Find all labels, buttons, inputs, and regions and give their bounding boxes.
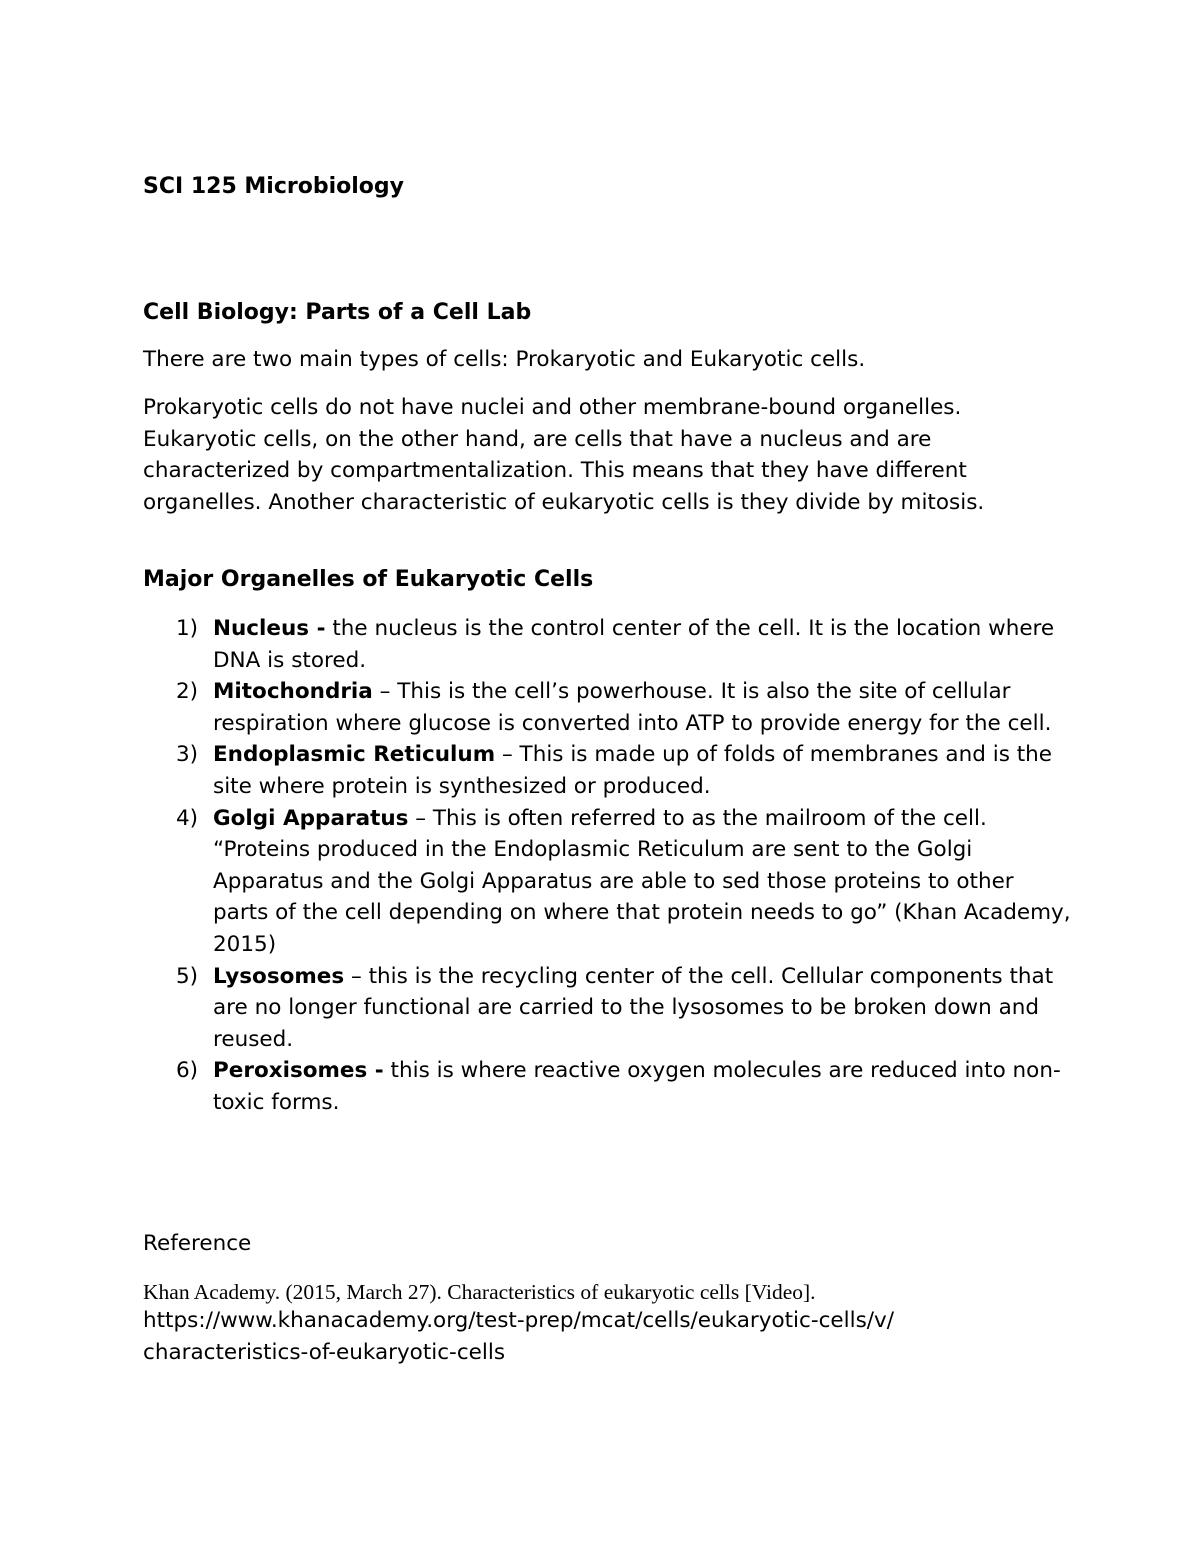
organelle-name: Peroxisomes - bbox=[213, 1058, 384, 1084]
organelle-description: the nucleus is the control center of the cell. It is the location where DNA is stored. bbox=[213, 616, 1055, 673]
list-item-peroxisomes bbox=[143, 1055, 1073, 1118]
list-number: 1) bbox=[176, 616, 199, 641]
list-number: 4) bbox=[176, 805, 199, 831]
reference-heading: Reference bbox=[143, 1231, 252, 1256]
organelle-description: this is where reactive oxygen molecules are reduced into non-toxic forms. bbox=[213, 1058, 1061, 1115]
reference-url bbox=[143, 1305, 894, 1369]
course-title: SCI 125 Microbiology bbox=[143, 174, 405, 199]
organelle-name: Nucleus - bbox=[213, 616, 326, 641]
list-number: 5) bbox=[176, 963, 199, 989]
cell-types-paragraph: Prokaryotic cells do not have nuclei and other membrane-bound organelles. Eukaryotic cells, on the other hand, are cells that have a nucleus and are characterized by compartmentalization. This means that they have different organelles. Another characteristic of eukaryotic cells is they divide by mitosis. bbox=[143, 395, 985, 515]
organelle-name: Lysosomes bbox=[213, 963, 345, 989]
section-heading: Major Organelles of Eukaryotic Cells bbox=[143, 567, 594, 592]
lab-title: Cell Biology: Parts of a Cell Lab bbox=[143, 300, 532, 325]
list-number: 2) bbox=[176, 679, 199, 705]
organelle-list bbox=[143, 613, 1073, 1119]
organelle-description: – This is the cell’s powerhouse. It is also the site of cellular respiration where glucose is converted into ATP to provide energy for the cell. bbox=[213, 679, 1052, 736]
list-item-endoplasmic-reticulum bbox=[143, 739, 1073, 802]
reference-url-line-2: characteristics-of-eukaryotic-cells bbox=[143, 1340, 506, 1365]
list-number: 3) bbox=[176, 742, 199, 768]
organelle-name: Golgi Apparatus bbox=[213, 805, 409, 831]
list-item-nucleus bbox=[143, 613, 1073, 676]
document-page bbox=[143, 0, 1073, 1553]
list-item-lysosomes bbox=[143, 961, 1073, 1056]
organelle-description: – This is often referred to as the mailroom of the cell. “Proteins produced in the Endoplasmic Reticulum are sent to the Golgi Apparatus and the Golgi Apparatus are able to sed those proteins to other parts of the cell depending on where that protein needs to go” (Khan Academy, 2015) bbox=[213, 805, 1071, 957]
list-item-mitochondria bbox=[143, 676, 1073, 739]
reference-url-line-1: https://www.khanacademy.org/test-prep/mcat/cells/eukaryotic-cells/v/ bbox=[143, 1308, 894, 1333]
organelle-name: Mitochondria bbox=[213, 679, 373, 705]
reference-citation: Khan Academy. (2015, March 27). Characteristics of eukaryotic cells [Video]. bbox=[143, 1280, 816, 1304]
organelle-description: – this is the recycling center of the cell. Cellular components that are no longer functional are carried to the lysosomes to be broken down and reused. bbox=[213, 963, 1054, 1052]
list-number: 6) bbox=[176, 1058, 199, 1084]
intro-text: There are two main types of cells: Prokaryotic and Eukaryotic cells. bbox=[143, 347, 866, 372]
list-item-golgi-apparatus bbox=[143, 803, 1073, 961]
organelle-name: Endoplasmic Reticulum bbox=[213, 742, 496, 768]
organelle-description: – This is made up of folds of membranes and is the site where protein is synthesized or produced. bbox=[213, 742, 1053, 799]
